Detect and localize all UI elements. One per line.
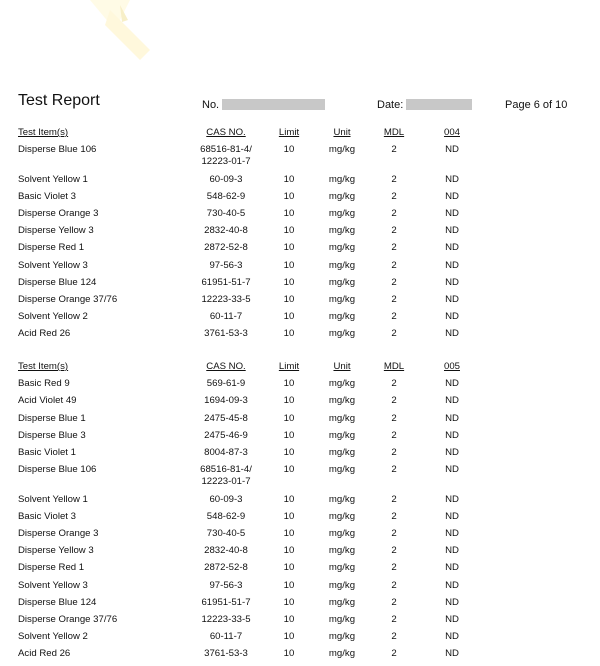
- table-header-row: [0, 361, 600, 378]
- unit-cell: mg/kg: [328, 190, 356, 202]
- column-header-mdl: MDL: [383, 361, 405, 372]
- mdl-cell: 2: [391, 190, 397, 202]
- table-row: [0, 511, 600, 528]
- unit-cell: mg/kg: [328, 493, 356, 505]
- table-row: [0, 208, 600, 225]
- unit-cell: mg/kg: [328, 412, 356, 424]
- mdl-cell: 2: [391, 378, 397, 390]
- mdl-cell: 2: [391, 328, 397, 340]
- test-item-cell: Solvent Yellow 3: [18, 579, 88, 591]
- result-cell: ND: [445, 412, 459, 424]
- limit-cell: 10: [283, 596, 295, 608]
- test-item-cell: Basic Red 9: [18, 378, 70, 390]
- table-row: [0, 447, 600, 464]
- unit-cell: mg/kg: [328, 446, 356, 458]
- limit-cell: 10: [283, 429, 295, 441]
- cas-no-cell: 60-11-7: [209, 631, 243, 643]
- unit-cell: mg/kg: [328, 648, 356, 660]
- result-cell: ND: [445, 429, 459, 441]
- mdl-cell: 2: [391, 613, 397, 625]
- unit-cell: mg/kg: [328, 613, 356, 625]
- report-title: Test Report: [18, 92, 100, 109]
- column-header-mdl: MDL: [383, 127, 405, 138]
- table-row: [0, 260, 600, 277]
- result-cell: ND: [445, 648, 459, 660]
- unit-cell: mg/kg: [328, 631, 356, 643]
- result-cell: ND: [445, 446, 459, 458]
- mdl-cell: 2: [391, 173, 397, 185]
- result-cell: ND: [445, 510, 459, 522]
- unit-cell: mg/kg: [328, 395, 356, 407]
- page-indicator: Page 6 of 10: [505, 99, 568, 111]
- column-header-test-item: Test Item(s): [18, 127, 69, 138]
- test-item-cell: Disperse Yellow 3: [18, 545, 94, 557]
- cas-no-cell: 68516-81-4/ 12223-01-7: [200, 464, 252, 488]
- test-item-cell: Disperse Red 1: [18, 562, 85, 574]
- cas-no-cell: 1694-09-3: [204, 395, 248, 407]
- cas-no-cell: 68516-81-4/ 12223-01-7: [200, 144, 252, 168]
- test-item-cell: Disperse Orange 37/76: [18, 613, 118, 625]
- result-cell: ND: [445, 173, 459, 185]
- result-cell: ND: [445, 208, 459, 220]
- mdl-cell: 2: [391, 395, 397, 407]
- unit-cell: mg/kg: [328, 173, 356, 185]
- result-cell: ND: [445, 144, 459, 156]
- mdl-cell: 2: [391, 528, 397, 539]
- unit-cell: mg/kg: [328, 562, 356, 574]
- cas-no-cell: 548-62-9: [206, 510, 246, 522]
- limit-cell: 10: [283, 493, 295, 505]
- limit-cell: 10: [283, 528, 295, 539]
- column-header-cas-no: CAS NO.: [206, 361, 246, 372]
- result-cell: ND: [445, 493, 459, 505]
- cas-no-cell: 60-09-3: [209, 173, 243, 185]
- test-item-cell: Solvent Yellow 2: [18, 631, 88, 643]
- column-header-unit: Unit: [333, 127, 351, 138]
- result-cell: ND: [445, 464, 459, 476]
- test-item-cell: Disperse Orange 3: [18, 208, 99, 220]
- test-item-cell: Disperse Orange 37/76: [18, 294, 118, 305]
- result-cell: ND: [445, 596, 459, 608]
- table-row: [0, 225, 600, 242]
- limit-cell: 10: [283, 562, 295, 574]
- table-row: [0, 191, 600, 208]
- redacted-date: [406, 99, 472, 110]
- test-item-cell: Disperse Blue 106: [18, 144, 97, 156]
- result-cell: ND: [445, 294, 459, 305]
- result-cell: ND: [445, 545, 459, 557]
- result-cell: ND: [445, 631, 459, 643]
- unit-cell: mg/kg: [328, 528, 356, 539]
- mdl-cell: 2: [391, 510, 397, 522]
- mdl-cell: 2: [391, 311, 397, 323]
- column-header-limit: Limit: [278, 127, 300, 138]
- limit-cell: 10: [283, 510, 295, 522]
- limit-cell: 10: [283, 464, 295, 476]
- limit-cell: 10: [283, 328, 295, 340]
- unit-cell: mg/kg: [328, 579, 356, 591]
- test-item-cell: Basic Violet 3: [18, 510, 76, 522]
- test-item-cell: Basic Violet 1: [18, 446, 76, 458]
- unit-cell: mg/kg: [328, 545, 356, 557]
- mdl-cell: 2: [391, 276, 397, 288]
- table-header-row: [0, 127, 600, 144]
- unit-cell: mg/kg: [328, 294, 356, 305]
- table-row: [0, 378, 600, 395]
- results-table-005: [0, 361, 600, 666]
- cas-no-cell: 3761-53-3: [204, 328, 248, 340]
- unit-cell: mg/kg: [328, 464, 356, 476]
- result-cell: ND: [445, 276, 459, 288]
- test-item-cell: Solvent Yellow 2: [18, 311, 88, 323]
- limit-cell: 10: [283, 144, 295, 156]
- mdl-cell: 2: [391, 545, 397, 557]
- table-row: [0, 430, 600, 447]
- column-header-limit: Limit: [278, 361, 300, 372]
- result-cell: ND: [445, 562, 459, 574]
- unit-cell: mg/kg: [328, 225, 356, 237]
- cas-no-cell: 2872-52-8: [204, 242, 248, 254]
- column-header-test-item: Test Item(s): [18, 361, 69, 372]
- cas-no-cell: 3761-53-3: [204, 648, 248, 660]
- table-row: [0, 597, 600, 614]
- report-number-label: No.: [202, 99, 220, 111]
- mdl-cell: 2: [391, 464, 397, 476]
- cas-no-cell: 12223-33-5: [201, 294, 251, 305]
- table-row: [0, 631, 600, 648]
- test-item-cell: Acid Red 26: [18, 328, 71, 340]
- table-row: [0, 614, 600, 631]
- cas-no-cell: 60-09-3: [209, 493, 243, 505]
- limit-cell: 10: [283, 648, 295, 660]
- unit-cell: mg/kg: [328, 259, 356, 271]
- limit-cell: 10: [283, 412, 295, 424]
- result-cell: ND: [445, 259, 459, 271]
- unit-cell: mg/kg: [328, 510, 356, 522]
- unit-cell: mg/kg: [328, 144, 356, 156]
- result-cell: ND: [445, 225, 459, 237]
- test-item-cell: Disperse Red 1: [18, 242, 85, 254]
- test-item-cell: Basic Violet 3: [18, 190, 76, 202]
- result-cell: ND: [445, 579, 459, 591]
- table-row: [0, 174, 600, 191]
- cas-no-cell: 2475-45-8: [204, 412, 248, 424]
- mdl-cell: 2: [391, 412, 397, 424]
- cas-no-cell: 2475-46-9: [204, 429, 248, 441]
- limit-cell: 10: [283, 378, 295, 390]
- test-item-cell: Solvent Yellow 1: [18, 173, 88, 185]
- limit-cell: 10: [283, 294, 295, 305]
- result-cell: ND: [445, 395, 459, 407]
- result-cell: ND: [445, 613, 459, 625]
- table-row: [0, 144, 600, 174]
- table-row: [0, 311, 600, 328]
- result-cell: ND: [445, 328, 459, 340]
- test-item-cell: Disperse Blue 124: [18, 596, 97, 608]
- cas-no-cell: 2872-52-8: [204, 562, 248, 574]
- limit-cell: 10: [283, 613, 295, 625]
- cas-no-cell: 61951-51-7: [201, 276, 251, 288]
- test-item-cell: Disperse Blue 3: [18, 429, 86, 441]
- limit-cell: 10: [283, 276, 295, 288]
- result-cell: ND: [445, 190, 459, 202]
- mdl-cell: 2: [391, 648, 397, 660]
- unit-cell: mg/kg: [328, 311, 356, 323]
- limit-cell: 10: [283, 190, 295, 202]
- redacted-report-number: [222, 99, 325, 110]
- mdl-cell: 2: [391, 259, 397, 271]
- unit-cell: mg/kg: [328, 429, 356, 441]
- cas-no-cell: 2832-40-8: [204, 225, 248, 237]
- mdl-cell: 2: [391, 144, 397, 156]
- table-row: [0, 395, 600, 412]
- mdl-cell: 2: [391, 562, 397, 574]
- column-header-result: 004: [443, 127, 460, 138]
- limit-cell: 10: [283, 225, 295, 237]
- table-row: [0, 413, 600, 430]
- mdl-cell: 2: [391, 208, 397, 220]
- limit-cell: 10: [283, 208, 295, 220]
- limit-cell: 10: [283, 446, 295, 458]
- unit-cell: mg/kg: [328, 378, 356, 390]
- mdl-cell: 2: [391, 242, 397, 254]
- mdl-cell: 2: [391, 631, 397, 643]
- column-header-unit: Unit: [333, 361, 351, 372]
- test-item-cell: Disperse Blue 106: [18, 464, 97, 476]
- limit-cell: 10: [283, 631, 295, 643]
- cas-no-cell: 12223-33-5: [201, 613, 251, 625]
- cas-no-cell: 730-40-5: [206, 208, 246, 220]
- test-item-cell: Disperse Blue 1: [18, 412, 86, 424]
- limit-cell: 10: [283, 311, 295, 323]
- table-row: [0, 277, 600, 294]
- test-item-cell: Acid Red 26: [18, 648, 71, 660]
- mdl-cell: 2: [391, 429, 397, 441]
- date-label: Date:: [377, 99, 404, 111]
- cas-no-cell: 61951-51-7: [201, 596, 251, 608]
- limit-cell: 10: [283, 579, 295, 591]
- cas-no-cell: 60-11-7: [209, 311, 243, 323]
- mdl-cell: 2: [391, 225, 397, 237]
- test-item-cell: Solvent Yellow 3: [18, 259, 88, 271]
- table-row: [0, 562, 600, 579]
- test-item-cell: Acid Violet 49: [18, 395, 77, 407]
- column-header-result: 005: [443, 361, 460, 372]
- mdl-cell: 2: [391, 579, 397, 591]
- table-row: [0, 242, 600, 259]
- mdl-cell: 2: [391, 294, 397, 305]
- test-item-cell: Disperse Orange 3: [18, 528, 99, 539]
- limit-cell: 10: [283, 545, 295, 557]
- limit-cell: 10: [283, 173, 295, 185]
- result-cell: ND: [445, 378, 459, 390]
- cas-no-cell: 97-56-3: [209, 259, 243, 271]
- unit-cell: mg/kg: [328, 596, 356, 608]
- table-row: [0, 580, 600, 597]
- cas-no-cell: 730-40-5: [206, 528, 246, 539]
- table-row: [0, 328, 600, 345]
- table-row: [0, 464, 600, 494]
- table-row: [0, 494, 600, 511]
- table-row: [0, 528, 600, 545]
- column-header-cas-no: CAS NO.: [206, 127, 246, 138]
- limit-cell: 10: [283, 242, 295, 254]
- results-table-004: [0, 127, 600, 346]
- mdl-cell: 2: [391, 596, 397, 608]
- limit-cell: 10: [283, 259, 295, 271]
- test-item-cell: Disperse Yellow 3: [18, 225, 94, 237]
- table-row: [0, 545, 600, 562]
- test-item-cell: Solvent Yellow 1: [18, 493, 88, 505]
- result-cell: ND: [445, 528, 459, 539]
- cas-no-cell: 8004-87-3: [204, 446, 248, 458]
- cas-no-cell: 97-56-3: [209, 579, 243, 591]
- unit-cell: mg/kg: [328, 208, 356, 220]
- mdl-cell: 2: [391, 446, 397, 458]
- test-item-cell: Disperse Blue 124: [18, 276, 97, 288]
- result-cell: ND: [445, 242, 459, 254]
- cas-no-cell: 2832-40-8: [204, 545, 248, 557]
- limit-cell: 10: [283, 395, 295, 407]
- mdl-cell: 2: [391, 493, 397, 505]
- result-cell: ND: [445, 311, 459, 323]
- table-row: [0, 648, 600, 665]
- unit-cell: mg/kg: [328, 276, 356, 288]
- unit-cell: mg/kg: [328, 242, 356, 254]
- unit-cell: mg/kg: [328, 328, 356, 340]
- faded-logo-watermark: [70, 0, 165, 72]
- cas-no-cell: 569-61-9: [206, 378, 246, 390]
- cas-no-cell: 548-62-9: [206, 190, 246, 202]
- table-row: [0, 294, 600, 311]
